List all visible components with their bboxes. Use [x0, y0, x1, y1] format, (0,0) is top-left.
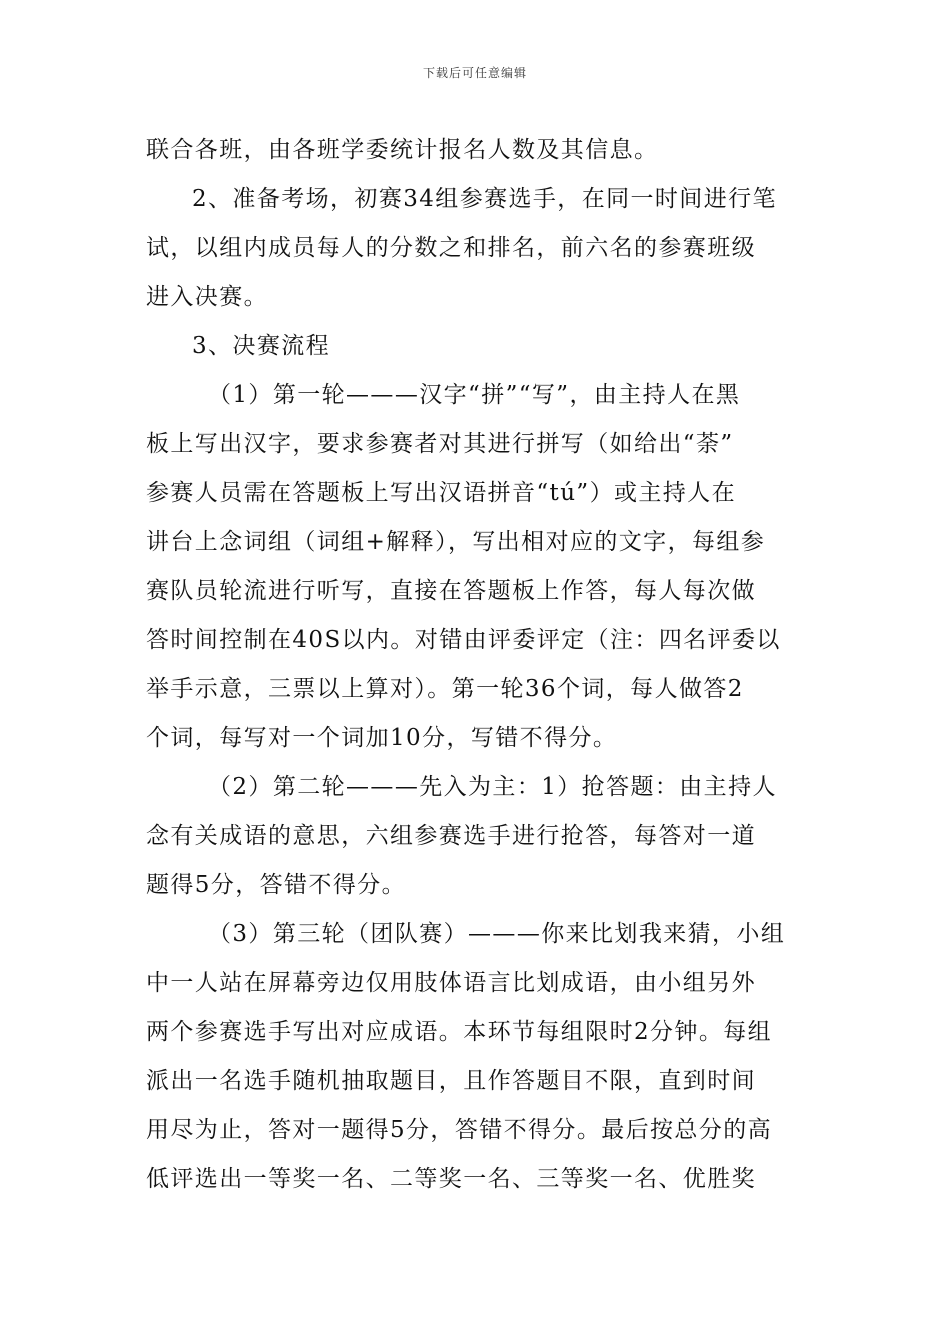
text-line: 参赛人员需在答题板上写出汉语拼音“tú”）或主持人在 [146, 480, 736, 506]
text-line: 答时间控制在40S以内。对错由评委评定（注：四名评委以 [146, 627, 781, 653]
text-line: 中一人站在屏幕旁边仅用肢体语言比划成语，由小组另外 [146, 970, 756, 996]
text-line: 低评选出一等奖一名、二等奖一名、三等奖一名、优胜奖 [146, 1166, 756, 1192]
text-line: 念有关成语的意思，六组参赛选手进行抢答，每答对一道 [146, 823, 756, 849]
text-line: 个词，每写对一个词加10分，写错不得分。 [146, 725, 618, 751]
text-line: （2）第二轮———先入为主：1）抢答题：由主持人 [208, 774, 777, 800]
text-line: 派出一名选手随机抽取题目，且作答题目不限，直到时间 [146, 1068, 756, 1094]
text-line: 2、准备考场，初赛34组参赛选手，在同一时间进行笔 [192, 186, 777, 212]
section-heading: 3、决赛流程 [192, 333, 331, 359]
text-line: 赛队员轮流进行听写，直接在答题板上作答，每人每次做 [146, 578, 756, 604]
text-line: 题得5分，答错不得分。 [146, 872, 407, 898]
text-line: 进入决赛。 [146, 284, 268, 310]
text-line: 试，以组内成员每人的分数之和排名，前六名的参赛班级 [146, 235, 756, 261]
text-line: 讲台上念词组（词组+解释），写出相对应的文字，每组参 [146, 529, 766, 555]
page-header: 下载后可任意编辑 [422, 66, 527, 80]
text-line: 举手示意，三票以上算对）。第一轮36个词，每人做答2 [146, 676, 744, 702]
text-line: 用尽为止，答对一题得5分，答错不得分。最后按总分的高 [146, 1117, 773, 1143]
document-body [146, 126, 806, 1204]
text-line: 联合各班，由各班学委统计报名人数及其信息。 [146, 137, 659, 163]
text-line: 两个参赛选手写出对应成语。本环节每组限时2分钟。每组 [146, 1019, 773, 1045]
text-line: （3）第三轮（团队赛）———你来比划我来猜，小组 [208, 921, 786, 947]
text-line: （1）第一轮———汉字“拼”“写”，由主持人在黑 [208, 382, 741, 408]
text-line: 板上写出汉字，要求参赛者对其进行拼写（如给出“荼” [146, 431, 734, 457]
